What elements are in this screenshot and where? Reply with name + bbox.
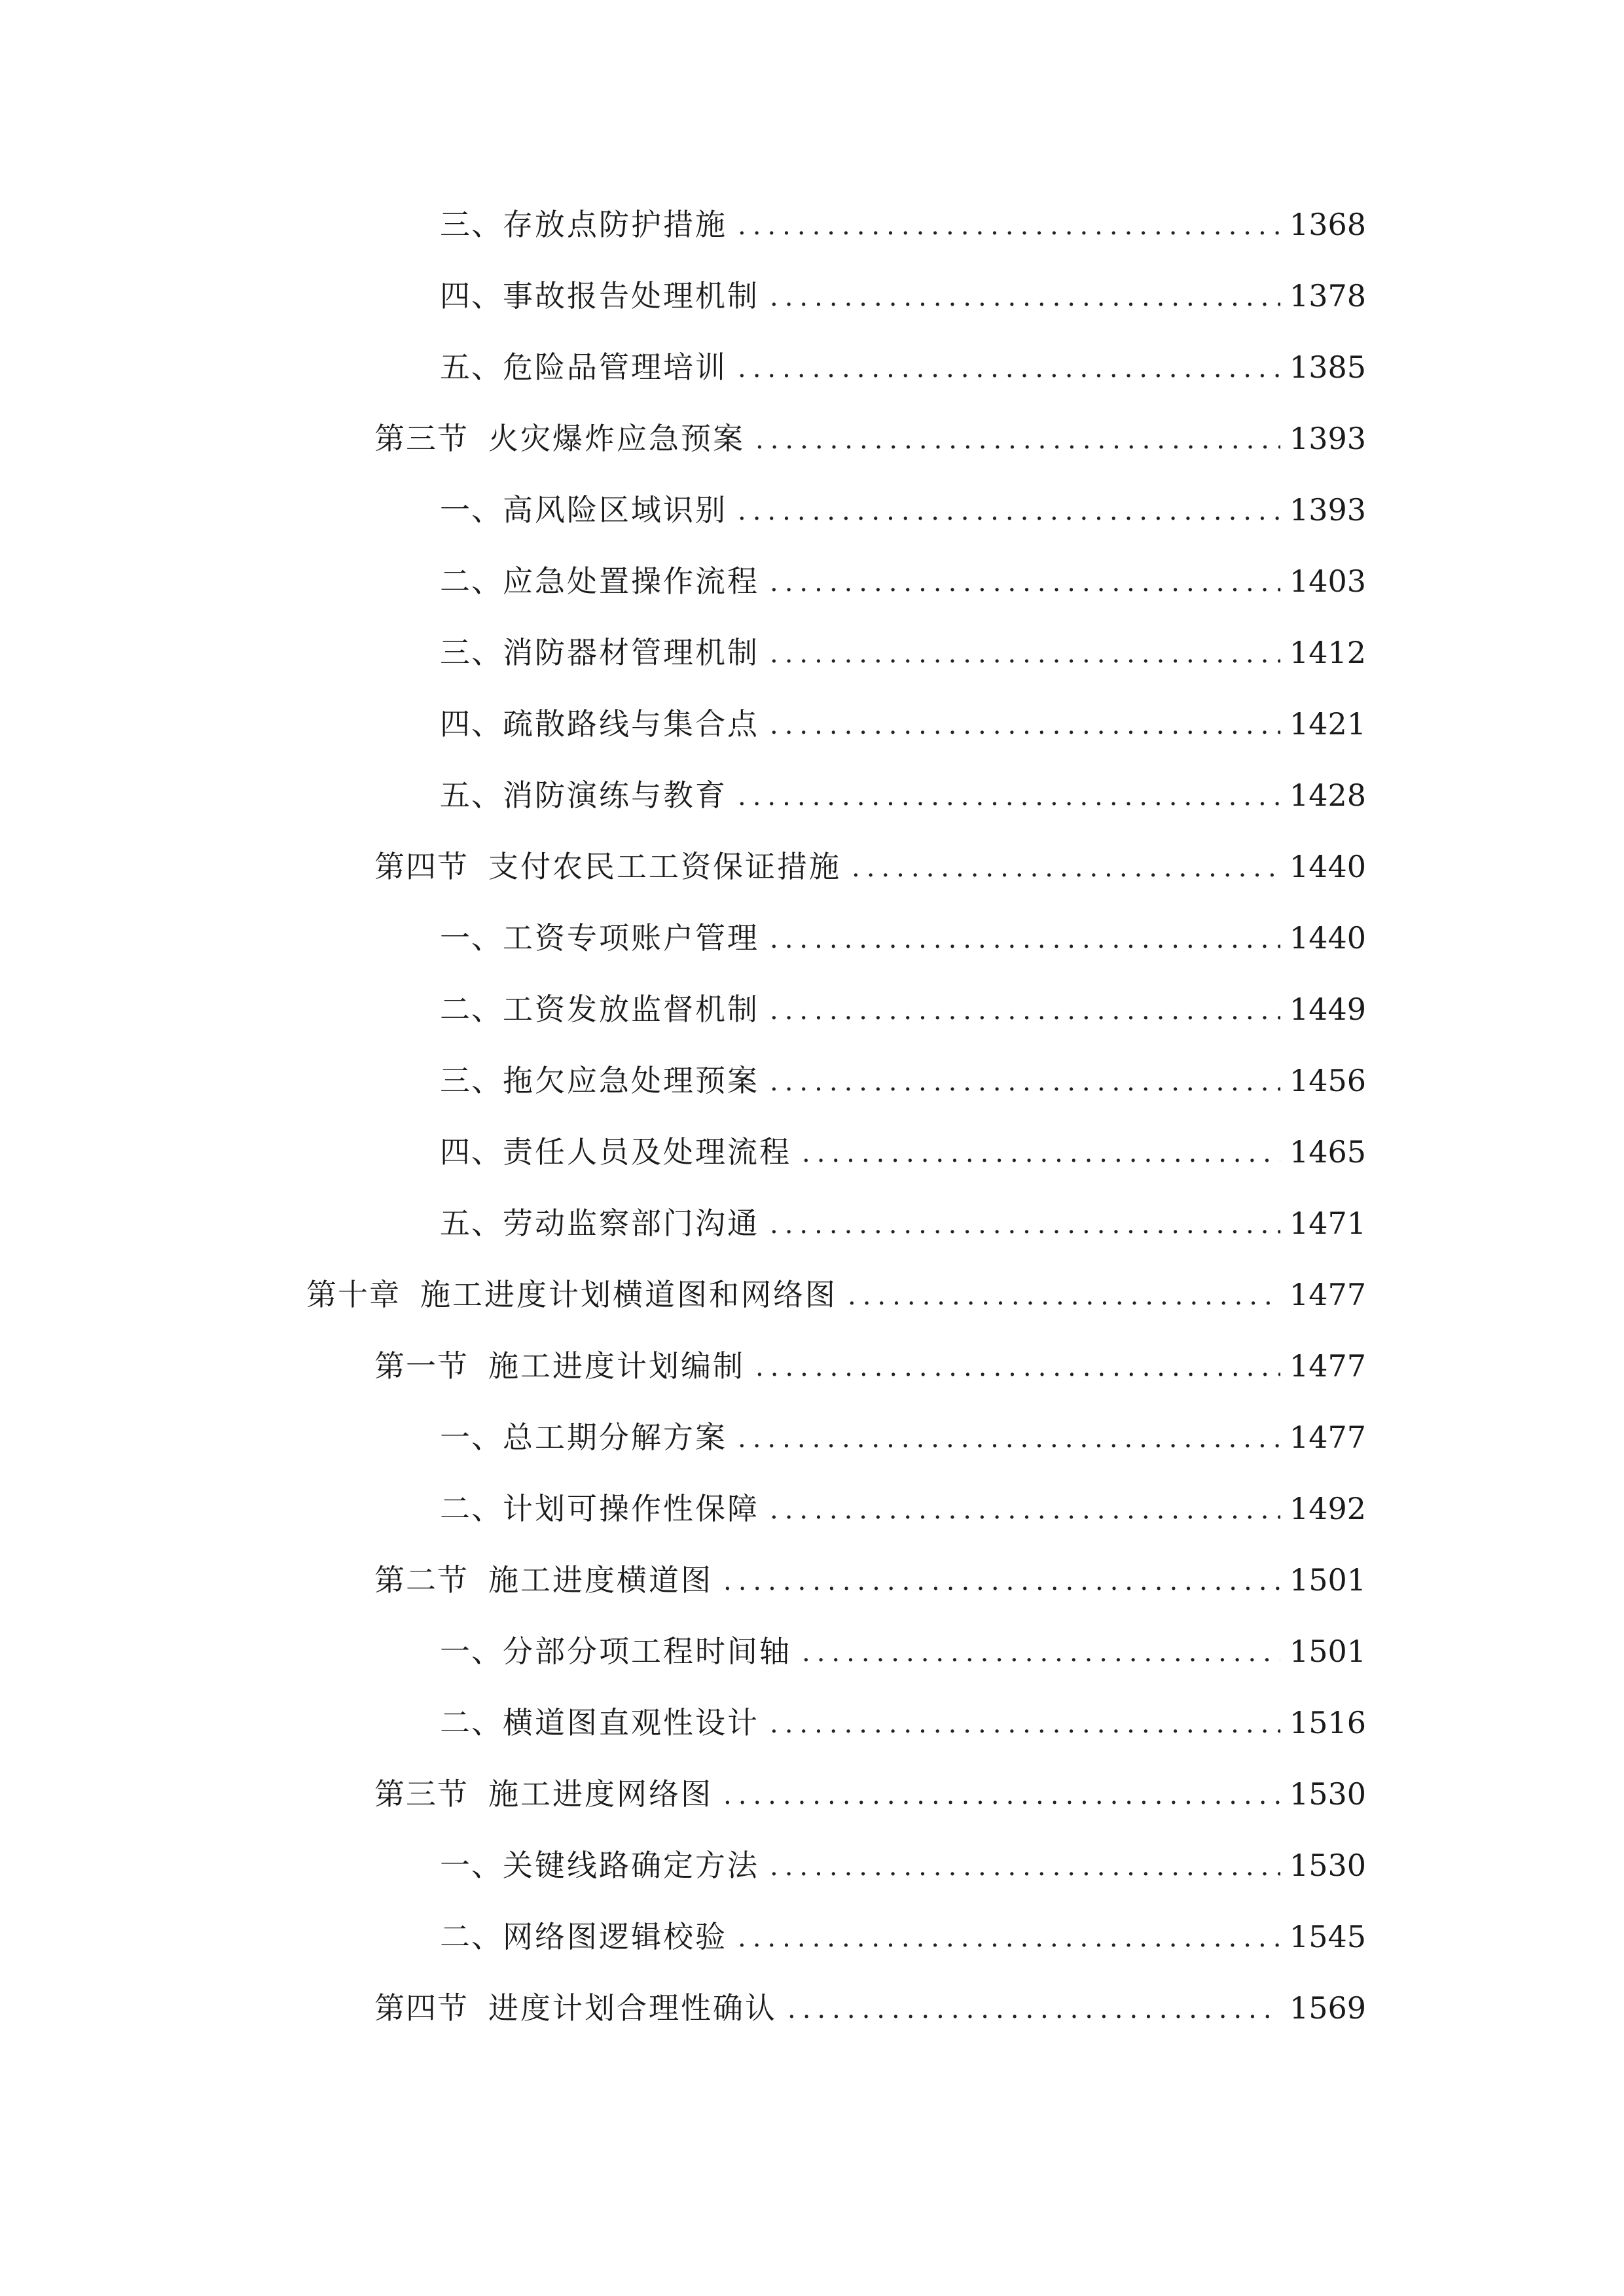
toc-entry-title: 施工进度横道图 (488, 1562, 713, 1598)
toc-entry[interactable] (0, 1045, 1624, 1116)
toc-entry[interactable] (0, 759, 1624, 831)
toc-entry-number: 二、 (440, 1490, 503, 1526)
toc-entry-page: 1393 (1289, 492, 1366, 528)
toc-entry-page: 1465 (1289, 1134, 1366, 1170)
toc-entry-number: 三、 (440, 634, 503, 670)
dot-leader (755, 1354, 1280, 1380)
dot-leader (770, 1069, 1280, 1095)
toc-entry-page: 1378 (1289, 278, 1366, 314)
dot-leader (770, 712, 1280, 738)
toc-entry-number: 第十章 (306, 1276, 401, 1312)
toc-entry-page: 1530 (1289, 1847, 1366, 1883)
toc-entry-number: 第三节 (374, 1776, 469, 1812)
toc-entry-title: 危险品管理培训 (503, 349, 727, 385)
dot-leader (802, 1640, 1280, 1666)
toc-entry-page: 1501 (1289, 1562, 1366, 1598)
toc-entry-title: 火灾爆炸应急预案 (488, 420, 745, 456)
dot-leader (723, 1782, 1280, 1808)
toc-entry-page: 1368 (1289, 206, 1366, 242)
toc-entry[interactable] (0, 617, 1624, 688)
toc-entry-number: 五、 (440, 1205, 503, 1241)
toc-entry-page: 1440 (1289, 848, 1366, 884)
toc-section-entry[interactable] (0, 1544, 1624, 1615)
dot-leader (755, 427, 1280, 453)
toc-entry-number: 四、 (440, 706, 503, 742)
toc-entry-page: 1412 (1289, 634, 1366, 670)
toc-entry[interactable] (0, 1187, 1624, 1259)
toc-entry[interactable] (0, 331, 1624, 403)
toc-entry-number: 四、 (440, 278, 503, 314)
toc-entry-page: 1403 (1289, 563, 1366, 599)
toc-entry-page: 1421 (1289, 706, 1366, 742)
toc-section-entry[interactable] (0, 1758, 1624, 1829)
toc-entry-title: 支付农民工工资保证措施 (488, 848, 841, 884)
toc-entry-title: 横道图直观性设计 (503, 1704, 759, 1740)
toc-entry-title: 总工期分解方案 (503, 1419, 727, 1455)
toc-entry[interactable] (0, 902, 1624, 973)
dot-leader (723, 1568, 1280, 1594)
toc-entry-page: 1516 (1289, 1704, 1366, 1740)
toc-entry-title: 计划可操作性保障 (503, 1490, 759, 1526)
toc-entry-number: 一、 (440, 492, 503, 528)
toc-entry-page: 1456 (1289, 1062, 1366, 1098)
dot-leader (738, 355, 1280, 382)
dot-leader (802, 1140, 1280, 1166)
toc-entry-title: 网络图逻辑校验 (503, 1918, 727, 1954)
toc-entry[interactable] (0, 1116, 1624, 1187)
toc-entry-title: 责任人员及处理流程 (503, 1134, 791, 1170)
toc-entry-title: 事故报告处理机制 (503, 278, 759, 314)
toc-entry-page: 1477 (1289, 1276, 1366, 1312)
dot-leader (770, 1497, 1280, 1523)
toc-entry-page: 1545 (1289, 1918, 1366, 1954)
toc-entry-title: 劳动监察部门沟通 (503, 1205, 759, 1241)
toc-entry-page: 1477 (1289, 1419, 1366, 1455)
toc-entry-title: 关键线路确定方法 (503, 1847, 759, 1883)
toc-entry-page: 1530 (1289, 1776, 1366, 1812)
toc-entry-title: 工资专项账户管理 (503, 920, 759, 956)
table-of-contents (0, 188, 1624, 2043)
toc-entry-number: 二、 (440, 1704, 503, 1740)
dot-leader (738, 213, 1280, 239)
toc-entry-number: 二、 (440, 563, 503, 599)
toc-entry-title: 施工进度网络图 (488, 1776, 713, 1812)
toc-section-entry[interactable] (0, 831, 1624, 902)
toc-entry-number: 二、 (440, 1918, 503, 1954)
toc-entry-page: 1393 (1289, 420, 1366, 456)
toc-entry[interactable] (0, 260, 1624, 331)
toc-entry[interactable] (0, 474, 1624, 545)
toc-entry-page: 1471 (1289, 1205, 1366, 1241)
toc-entry-page: 1385 (1289, 349, 1366, 385)
toc-entry-number: 一、 (440, 920, 503, 956)
toc-entry-number: 第一节 (374, 1348, 469, 1384)
dot-leader (738, 498, 1280, 524)
dot-leader (738, 1925, 1280, 1951)
toc-section-entry[interactable] (0, 1972, 1624, 2043)
toc-entry[interactable] (0, 1901, 1624, 1972)
toc-entry[interactable] (0, 1829, 1624, 1901)
toc-entry[interactable] (0, 545, 1624, 617)
toc-entry-number: 一、 (440, 1633, 503, 1669)
dot-leader (738, 1426, 1280, 1452)
toc-entry-title: 存放点防护措施 (503, 206, 727, 242)
toc-entry-page: 1428 (1289, 777, 1366, 813)
dot-leader (787, 1996, 1280, 2022)
toc-entry-number: 四、 (440, 1134, 503, 1170)
toc-entry-page: 1569 (1289, 1990, 1366, 2026)
dot-leader (738, 783, 1280, 810)
toc-entry-title: 拖欠应急处理预案 (503, 1062, 759, 1098)
dot-leader (770, 1854, 1280, 1880)
toc-entry-number: 第四节 (374, 848, 469, 884)
toc-entry-number: 第三节 (374, 420, 469, 456)
toc-entry-title: 消防器材管理机制 (503, 634, 759, 670)
toc-entry-title: 进度计划合理性确认 (488, 1990, 777, 2026)
toc-entry-number: 第二节 (374, 1562, 469, 1598)
toc-entry-title: 施工进度计划编制 (488, 1348, 745, 1384)
toc-entry-title: 分部分项工程时间轴 (503, 1633, 791, 1669)
toc-section-entry[interactable] (0, 403, 1624, 474)
dot-leader (770, 284, 1280, 310)
toc-entry[interactable] (0, 688, 1624, 759)
toc-entry-number: 第四节 (374, 1990, 469, 2026)
toc-entry-title: 高风险区域识别 (503, 492, 727, 528)
toc-chapter-entry[interactable] (0, 1259, 1624, 1330)
toc-entry-number: 一、 (440, 1847, 503, 1883)
toc-entry-title: 工资发放监督机制 (503, 991, 759, 1027)
toc-entry-number: 五、 (440, 349, 503, 385)
toc-entry-number: 三、 (440, 1062, 503, 1098)
toc-entry[interactable] (0, 1687, 1624, 1758)
toc-entry[interactable] (0, 1473, 1624, 1544)
toc-entry[interactable] (0, 973, 1624, 1045)
dot-leader (770, 997, 1280, 1024)
toc-entry-page: 1449 (1289, 991, 1366, 1027)
toc-entry-number: 二、 (440, 991, 503, 1027)
dot-leader (770, 1711, 1280, 1737)
toc-entry[interactable] (0, 1615, 1624, 1687)
dot-leader (770, 926, 1280, 952)
dot-leader (852, 855, 1280, 881)
toc-entry-title: 施工进度计划横道图和网络图 (420, 1276, 837, 1312)
toc-entry-title: 疏散路线与集合点 (503, 706, 759, 742)
dot-leader (770, 569, 1280, 596)
toc-section-entry[interactable] (0, 1330, 1624, 1401)
toc-entry-title: 应急处置操作流程 (503, 563, 759, 599)
toc-entry-page: 1501 (1289, 1633, 1366, 1669)
dot-leader (770, 641, 1280, 667)
toc-entry-number: 三、 (440, 206, 503, 242)
toc-entry-page: 1477 (1289, 1348, 1366, 1384)
toc-entry-title: 消防演练与教育 (503, 777, 727, 813)
toc-entry-page: 1492 (1289, 1490, 1366, 1526)
dot-leader (848, 1283, 1280, 1309)
toc-entry-number: 一、 (440, 1419, 503, 1455)
toc-entry-page: 1440 (1289, 920, 1366, 956)
dot-leader (770, 1211, 1280, 1238)
toc-entry-number: 五、 (440, 777, 503, 813)
toc-entry[interactable] (0, 1401, 1624, 1473)
toc-entry[interactable] (0, 188, 1624, 260)
